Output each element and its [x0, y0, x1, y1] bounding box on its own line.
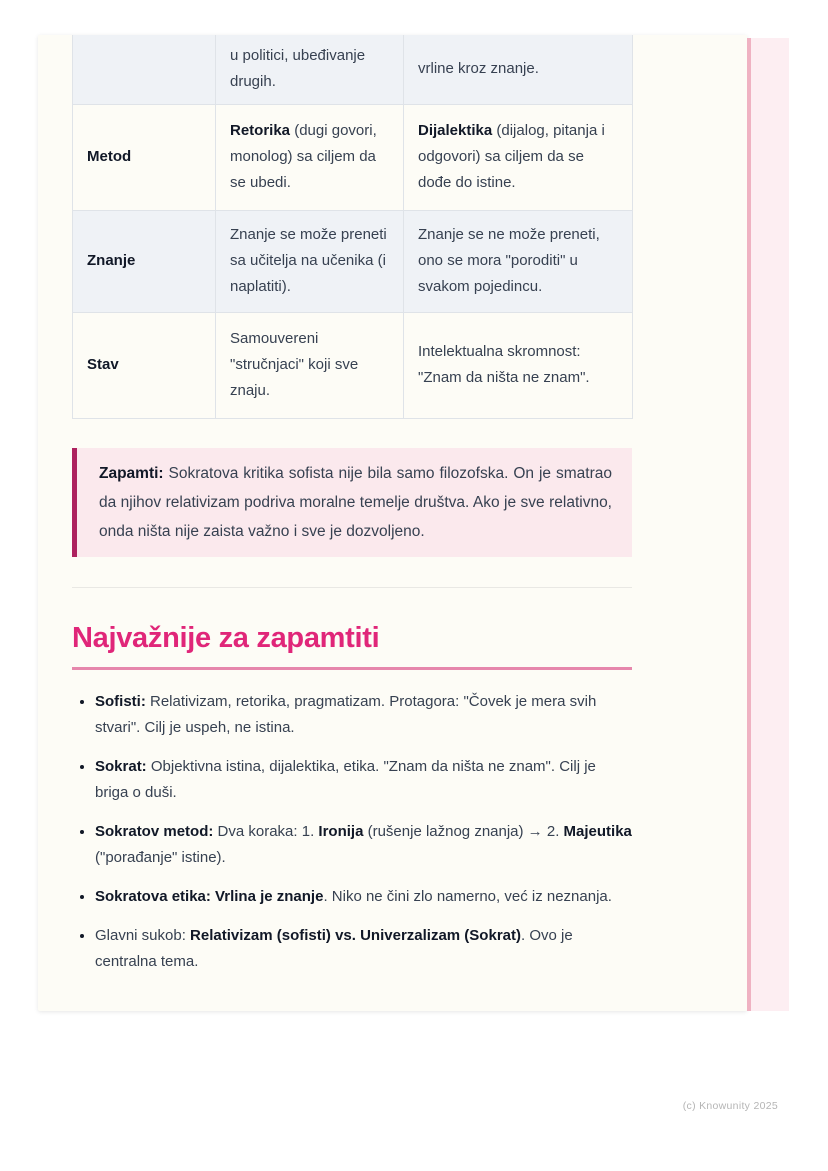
table-cell: vrline kroz znanje. [404, 35, 633, 104]
callout-label: Zapamti: [99, 464, 164, 482]
comparison-table [72, 35, 633, 419]
table-cell: Retorika (dugi govori, monolog) sa ciljem da se ubedi. [216, 104, 404, 210]
heading-underline [72, 667, 632, 670]
copyright-footer: (c) Knowunity 2025 [682, 1100, 778, 1112]
table-row [73, 312, 633, 418]
table-row [73, 104, 633, 210]
summary-list-item: • Sofisti: Relativizam, retorika, pragmatizam. Protagora: "Čovek je mera svih stvari". Cilj je uspeh, ne istina. [95, 689, 632, 741]
summary-list-item: • Sokrat: Objektivna istina, dijalektika, etika. "Znam da ništa ne znam". Cilj je briga o duši. [95, 754, 632, 806]
page-content [72, 35, 632, 988]
table-row [73, 35, 633, 104]
table-row-label: Znanje [73, 210, 216, 312]
next-page-edge [747, 38, 789, 1011]
callout-text: Sokratova kritika sofista nije bila samo filozofska. On je smatrao da njihov relativizam podriva moralne temelje društva. Ako je sve relativno, onda ništa nije zaista važno i sve je dozvoljeno. [99, 464, 612, 540]
document-page [38, 35, 747, 1011]
table-row-label: Stav [73, 312, 216, 418]
callout-zapamti [72, 448, 632, 557]
table-cell: Znanje se ne može preneti, ono se mora "poroditi" u svakom pojedincu. [404, 210, 633, 312]
table-row-label: Metod [73, 104, 216, 210]
table-cell: Samouvereni "stručnjaci" koji sve znaju. [216, 312, 404, 418]
summary-list [72, 689, 632, 975]
table-cell: Dijalektika (dijalog, pitanja i odgovori) sa ciljem da se dođe do istine. [404, 104, 633, 210]
section-divider [72, 587, 632, 588]
table-cell: Intelektualna skromnost: "Znam da ništa ne znam". [404, 312, 633, 418]
table-row-label [73, 35, 216, 104]
table-cell: u politici, ubeđivanje drugih. [216, 35, 404, 104]
table-cell: Znanje se može preneti sa učitelja na učenika (i naplatiti). [216, 210, 404, 312]
section-heading: Najvažnije za zapamtiti [72, 621, 380, 654]
summary-list-item: • Sokratov metod: Dva koraka: 1. Ironija (rušenje lažnog znanja) → 2. Majeutika ("porađanje" istine). [95, 819, 632, 871]
summary-list-item: • Glavni sukob: Relativizam (sofisti) vs. Univerzalizam (Sokrat). Ovo je centralna tema. [95, 923, 632, 975]
summary-list-item: • Sokratova etika: Vrlina je znanje. Niko ne čini zlo namerno, već iz neznanja. [95, 884, 632, 910]
table-row [73, 210, 633, 312]
